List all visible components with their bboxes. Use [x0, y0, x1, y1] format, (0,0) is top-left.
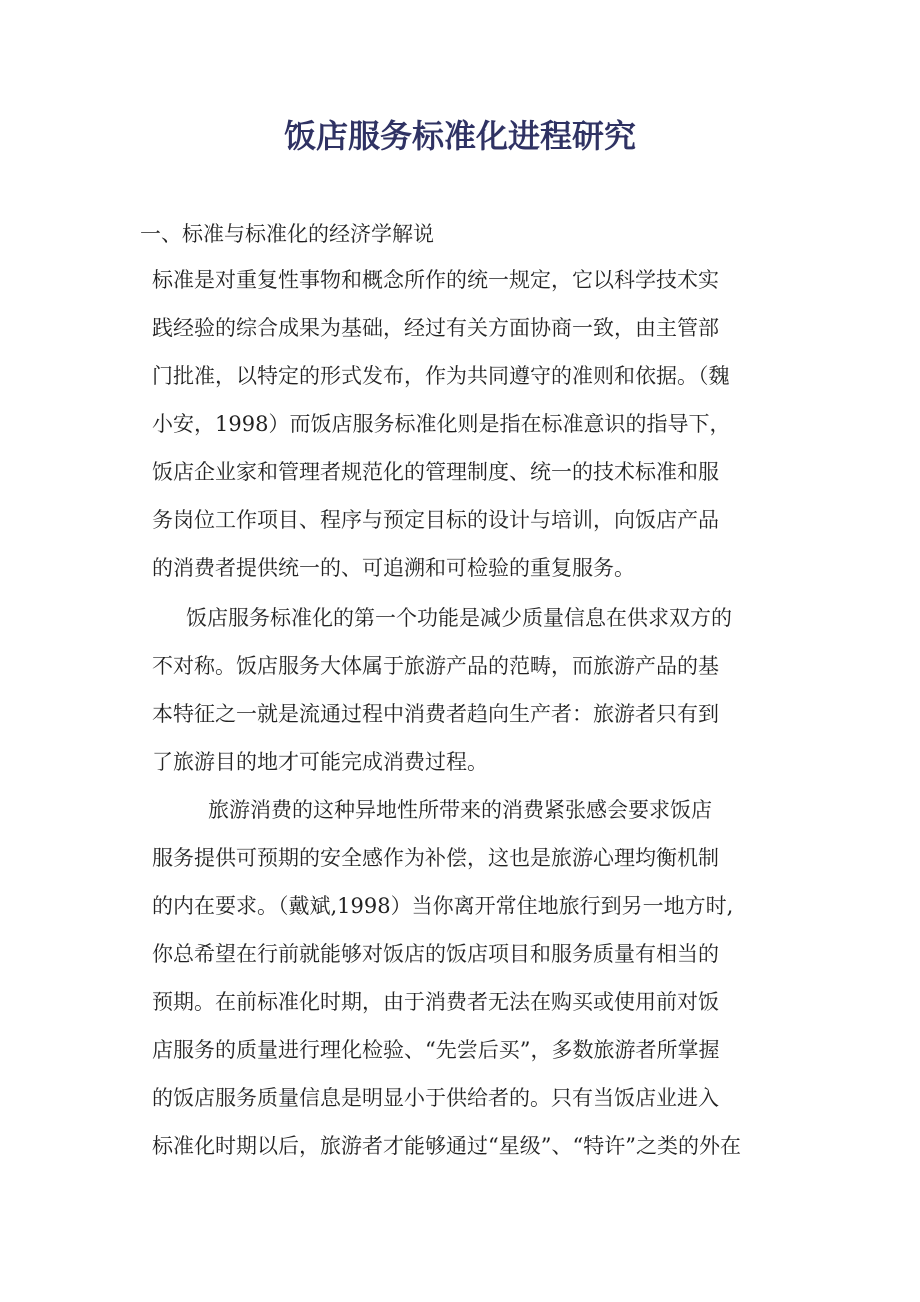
- paragraph-1-line-5: 饭店企业家和管理者规范化的管理制度、统一的技术标准和服: [152, 460, 719, 484]
- paragraph-3-line-7: 的饭店服务质量信息是明显小于供给者的。只有当饭店业进入: [152, 1086, 719, 1110]
- paragraph-1-line-6: 务岗位工作项目、程序与预定目标的设计与培训，向饭店产品: [152, 508, 719, 532]
- paragraph-3-line-4: 你总希望在行前就能够对饭店的饭店项目和服务质量有相当的: [152, 942, 719, 966]
- paragraph-3-line-5: 预期。在前标准化时期，由于消费者无法在购买或使用前对饭: [152, 990, 719, 1014]
- paragraph-3-line-2: 服务提供可预期的安全感作为补偿，这也是旅游心理均衡机制: [152, 846, 719, 870]
- paragraph-3-line-3: 的内在要求。（戴斌,1998）当你离开常住地旅行到另一地方时,: [152, 894, 734, 918]
- paragraph-3-line-1: 旅游消费的这种异地性所带来的消费紧张感会要求饭店: [208, 798, 712, 822]
- paragraph-2-line-1: 饭店服务标准化的第一个功能是减少质量信息在供求双方的: [186, 606, 732, 630]
- paragraph-3-line-8: 标准化时期以后，旅游者才能够通过“星级”、“特许”之类的外在: [152, 1134, 741, 1158]
- paragraph-1-line-4: 小安，1998）而饭店服务标准化则是指在标准意识的指导下，: [152, 412, 731, 436]
- section-heading: 一、标准与标准化的经济学解说: [140, 222, 434, 246]
- paragraph-1-line-2: 践经验的综合成果为基础，经过有关方面协商一致，由主管部: [152, 316, 719, 340]
- paragraph-1-line-3: 门批准，以特定的形式发布，作为共同遵守的准则和依据。（魏: [152, 364, 730, 388]
- paragraph-2-line-4: 了旅游目的地才可能完成消费过程。: [152, 750, 488, 774]
- paragraph-1-line-1: 标准是对重复性事物和概念所作的统一规定，它以科学技术实: [152, 268, 719, 292]
- paragraph-3-line-6: 店服务的质量进行理化检验、“先尝后买”，多数旅游者所掌握: [152, 1038, 720, 1062]
- document-title: 饭店服务标准化进程研究: [283, 117, 636, 155]
- paragraph-1-line-7: 的消费者提供统一的、可追溯和可检验的重复服务。: [152, 556, 635, 580]
- paragraph-2-line-3: 本特征之一就是流通过程中消费者趋向生产者：旅游者只有到: [152, 702, 719, 726]
- paragraph-2-line-2: 不对称。饭店服务大体属于旅游产品的范畴，而旅游产品的基: [152, 654, 719, 678]
